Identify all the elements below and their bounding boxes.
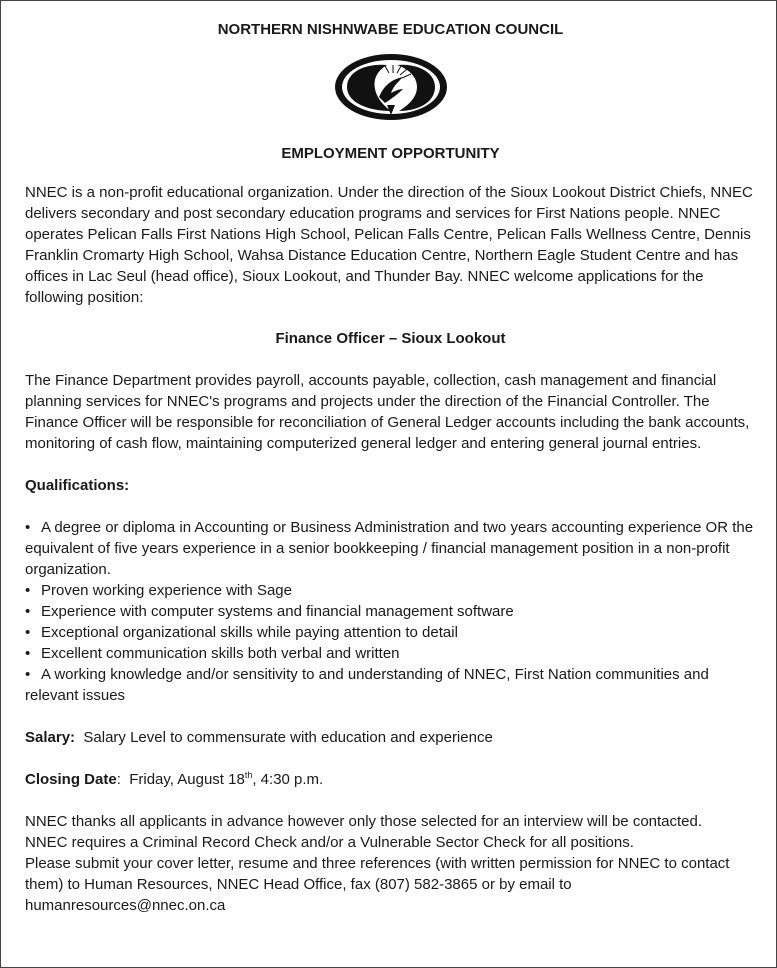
intro-paragraph: NNEC is a non-profit educational organization. Under the direction of the Sioux Lookout District Chiefs, NNEC delivers secondary and post secondary education programs and services for First Nations people. NNEC operates Pelican Falls First Nations High School, Pelican Falls Centre, Pelican Falls Wellness Centre, Dennis Franklin Cromarty High School, Wahsa Distance Education Centre, Northern Eagle Student Centre and has offices in Lac Seul (head office), Sioux Lookout, and Thunder Bay. NNEC welcome applications for the following position: [25,184,753,306]
salary-line [25,727,756,748]
bullet-icon: • [25,582,31,599]
salary-text: Salary Level to commensurate with education and experience [83,729,493,746]
bullet-icon: • [25,666,31,683]
closing-date-day: Friday, August 18 [129,771,245,788]
list-item [25,601,756,622]
qualifications-list [25,517,756,706]
footer-line: NNEC requires a Criminal Record Check and/or a Vulnerable Sector Check for all positions. [25,834,634,851]
bullet-icon: • [25,519,31,536]
qualification-text: A working knowledge and/or sensitivity to and understanding of NNEC, First Nation communities and relevant issues [25,666,709,704]
organization-name: NORTHERN NISHNWABE EDUCATION COUNCIL [217,21,564,38]
bullet-icon: • [25,624,31,641]
closing-date-colon: : [116,771,121,788]
position-title: Finance Officer – Sioux Lookout [275,330,506,347]
application-instructions [25,811,756,916]
page-title: EMPLOYMENT OPPORTUNITY [281,145,500,162]
closing-date-line [25,769,756,790]
closing-date-time: , 4:30 p.m. [252,771,324,788]
list-item [25,580,756,601]
footer-line: NNEC thanks all applicants in advance however only those selected for an interview will be contacted. [25,813,703,830]
nnec-logo [25,53,756,125]
closing-date-label: Closing Date [25,771,117,788]
list-item [25,622,756,643]
footer-line: Please submit your cover letter, resume and three references (with written permission for NNEC to contact them) to Human Resources, NNEC Head Office, fax (807) 582-3865 or by email to humanresources@nnec.on.ca [25,855,730,914]
nnec-logo-emblem-icon [333,53,449,125]
bullet-icon: • [25,603,31,620]
qualification-text: Exceptional organizational skills while paying attention to detail [41,624,458,641]
qualification-text: A degree or diploma in Accounting or Business Administration and two years accounting experience OR the equivalent of five years experience in a senior bookkeeping / financial management position in a non-profit organization. [25,519,754,578]
list-item [25,664,756,706]
qualification-text: Excellent communication skills both verbal and written [41,645,400,662]
qualification-text: Proven working experience with Sage [41,582,292,599]
list-item [25,643,756,664]
list-item [25,517,756,580]
qualifications-heading: Qualifications: [25,477,130,494]
bullet-icon: • [25,645,31,662]
department-description: The Finance Department provides payroll, accounts payable, collection, cash management and financial planning services for NNEC's programs and projects under the direction of the Financial Controller. The Finance Officer will be responsible for reconciliation of General Ledger accounts including the bank accounts, monitoring of cash flow, maintaining computerized general ledger and entering general journal entries. [25,372,750,452]
qualification-text: Experience with computer systems and financial management software [41,603,514,620]
closing-date-suffix: th [244,770,253,780]
salary-label: Salary: [25,729,76,746]
